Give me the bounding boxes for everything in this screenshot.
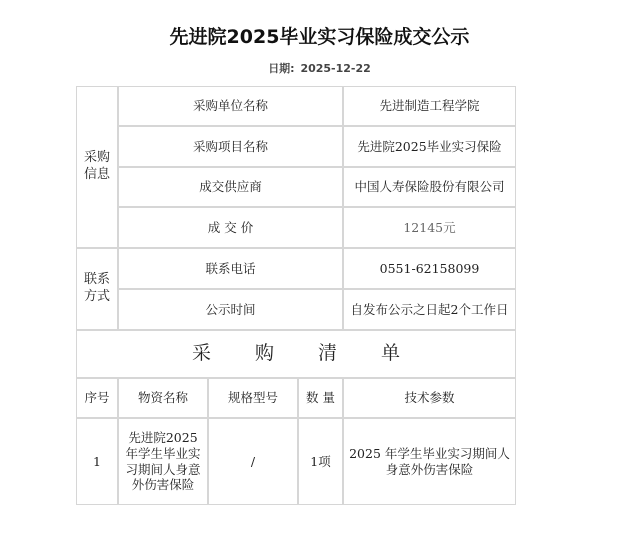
item-params: 2025 年学生毕业实习期间人身意外伤害保险: [343, 418, 516, 505]
purchaser-name-label: 采购单位名称: [118, 86, 343, 126]
deal-price-value: 12145元: [343, 207, 516, 248]
page-title: 先进院2025毕业实习保险成交公示: [169, 26, 470, 48]
phone-value: 0551-62158099: [343, 248, 516, 289]
item-name: 先进院2025 年学生毕业实习期间人身意外伤害保险: [118, 418, 208, 505]
deal-price-label: 成 交 价: [118, 207, 343, 248]
announcement-table: [76, 86, 516, 505]
contact-label: 联系方式: [76, 248, 118, 330]
col-header-qty: 数 量: [298, 378, 343, 418]
purchaser-name-value: 先进制造工程学院: [343, 86, 516, 126]
publicity-period-label: 公示时间: [118, 289, 343, 330]
item-no: 1: [76, 418, 118, 505]
supplier-value: 中国人寿保险股份有限公司: [343, 167, 516, 207]
col-header-no: 序号: [76, 378, 118, 418]
date-value: 2025-12-22: [300, 62, 371, 75]
project-name-value: 先进院2025毕业实习保险: [343, 126, 516, 167]
col-header-params: 技术参数: [343, 378, 516, 418]
publicity-period-value: 自发布公示之日起2个工作日: [343, 289, 516, 330]
phone-label: 联系电话: [118, 248, 343, 289]
project-name-label: 采购项目名称: [118, 126, 343, 167]
item-spec: /: [208, 418, 298, 505]
date-label: 日期:: [268, 62, 295, 75]
item-qty: 1项: [298, 418, 343, 505]
col-header-name: 物资名称: [118, 378, 208, 418]
publish-date: [0, 60, 639, 76]
procurement-info-label: 采购信息: [76, 86, 118, 248]
procurement-list-heading: 采 购 清 单: [76, 330, 516, 378]
supplier-label: 成交供应商: [118, 167, 343, 207]
col-header-spec: 规格型号: [208, 378, 298, 418]
